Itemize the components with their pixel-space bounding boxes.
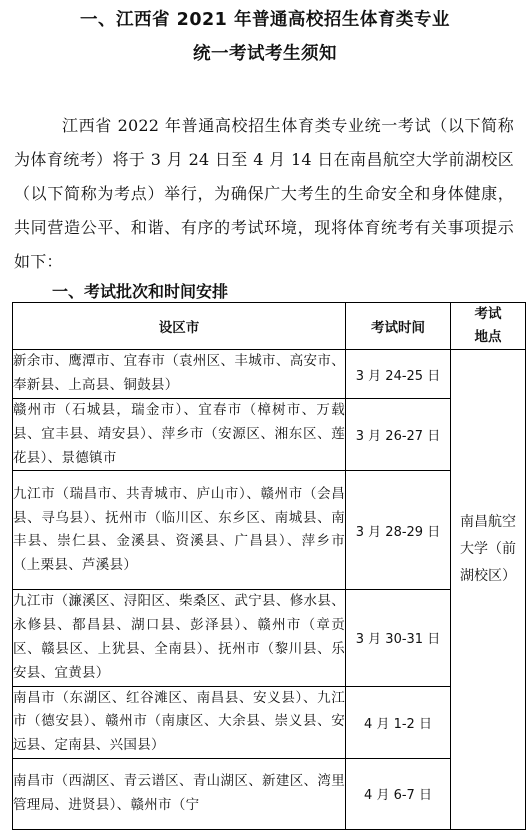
row-region: 新余市、鹰潭市、宜春市（袁州区、丰城市、高安市、奉新县、上高县、铜鼓县）	[13, 350, 346, 399]
section-heading: 一、考试批次和时间安排	[52, 282, 229, 301]
document-title-line1: 一、江西省 2021 年普通高校招生体育类专业	[80, 10, 450, 30]
table-header-row	[13, 303, 526, 350]
header-region: 设区市	[13, 303, 346, 350]
table-row	[13, 399, 526, 471]
table-row	[13, 686, 526, 758]
header-place	[451, 303, 526, 350]
header-place-text: 考试地点	[474, 306, 502, 345]
table-row	[13, 590, 526, 686]
table-row	[13, 350, 526, 399]
exam-place-cell	[451, 350, 526, 830]
row-region: 赣州市（石城县，瑞金市）、宜春市（樟树市、万载县、宜丰县、靖安县）、萍乡市（安源区、湘东区、莲花县）、景德镇市	[13, 399, 346, 471]
row-region: 南昌市（东湖区、红谷滩区、南昌县、安义县）、九江市（德安县）、赣州市（南康区、大余县、崇义县、安远县、定南县、兴国县）	[13, 686, 346, 758]
exam-schedule-table	[12, 302, 526, 830]
table-row	[13, 758, 526, 829]
row-time: 3 月 26-27 日	[346, 399, 451, 471]
row-time: 3 月 30-31 日	[346, 590, 451, 686]
row-region: 南昌市（西湖区、青云谱区、青山湖区、新建区、湾里管理局、进贤县）、赣州市（宁	[13, 758, 346, 829]
document-title-line2: 统一考试考生须知	[193, 44, 337, 64]
intro-paragraph: 江西省 2022 年普通高校招生体育类专业统一考试（以下简称为体育统考）将于 3 月 24 日至 4 月 14 日在南昌航空大学前湖校区（以下简称为考点）举行，为确保广大考生的生命安全和身体健康，共同营造公平、和谐、有序的考试环境，现将体育统考有关事项提示如下：	[14, 116, 514, 271]
exam-place-text: 南昌航空大学（前湖校区）	[460, 513, 516, 584]
row-region: 九江市（濂溪区、浔阳区、柴桑区、武宁县、修水县、永修县、都昌县、湖口县、彭泽县）、赣州市（章贡区、赣县区、上犹县、全南县）、抚州市（黎川县、乐安县、宜黄县）	[13, 590, 346, 686]
header-time: 考试时间	[346, 303, 451, 350]
row-time: 3 月 24-25 日	[346, 350, 451, 399]
row-time: 4 月 6-7 日	[346, 758, 451, 829]
row-time: 4 月 1-2 日	[346, 686, 451, 758]
row-time: 3 月 28-29 日	[346, 471, 451, 590]
table-row	[13, 471, 526, 590]
row-region: 九江市（瑞昌市、共青城市、庐山市）、赣州市（会昌县、寻乌县）、抚州市（临川区、东乡区、南城县、南丰县、崇仁县、金溪县、资溪县、广昌县）、萍乡市（上栗县、芦溪县）	[13, 471, 346, 590]
